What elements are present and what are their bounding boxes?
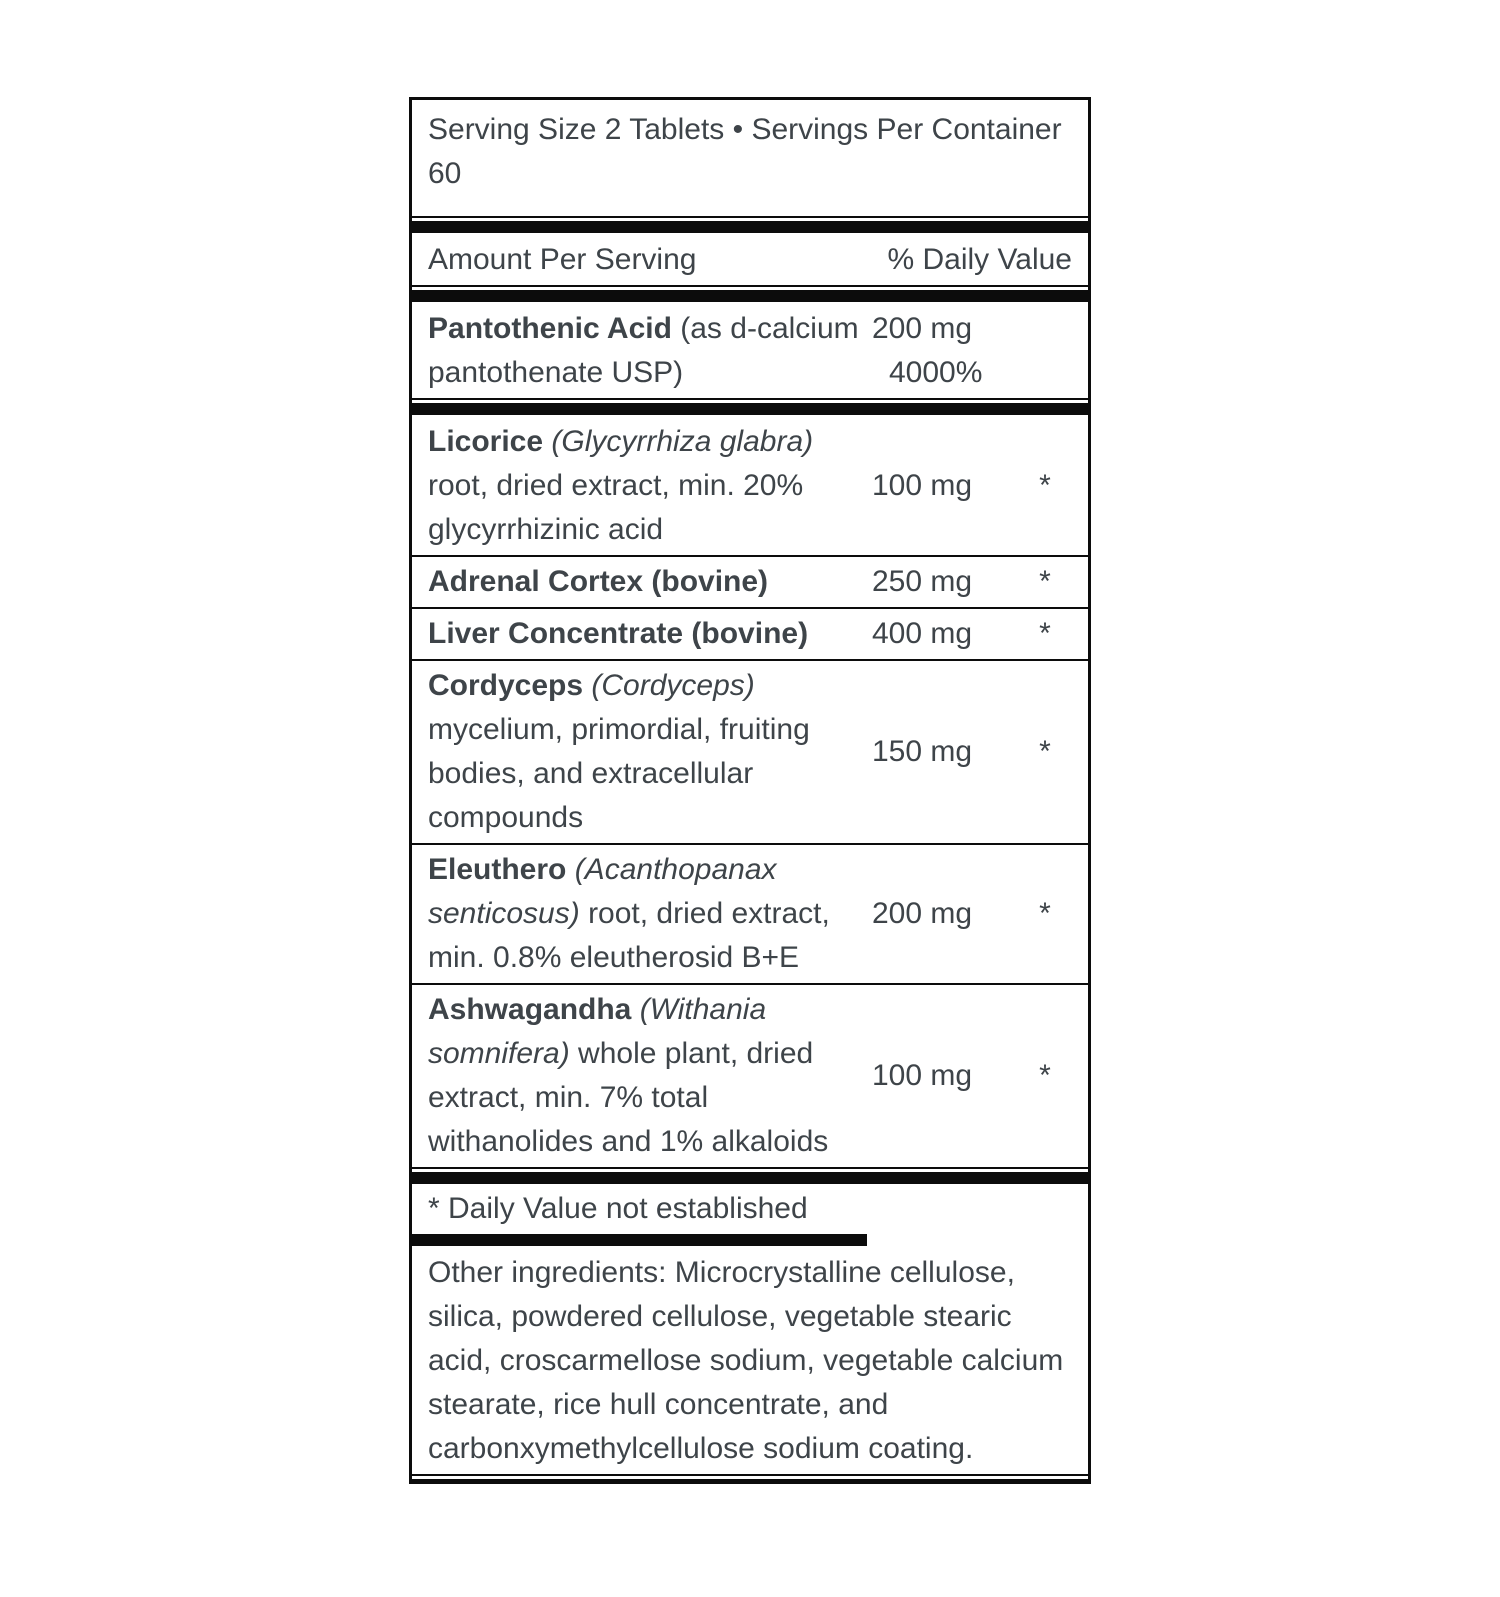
supplement-facts-label bbox=[409, 97, 1091, 1484]
divider-bar-top bbox=[412, 221, 1088, 233]
ingredient-amount: 100 mg bbox=[872, 1059, 973, 1092]
column-header-amount: Amount Per Serving bbox=[428, 243, 697, 276]
ingredient-name: Adrenal Cortex (bovine) bbox=[428, 565, 769, 598]
column-header-daily-value: % Daily Value bbox=[887, 243, 1072, 276]
ingredient-dv: * bbox=[1039, 735, 1051, 768]
ingredient-amount: 250 mg bbox=[872, 565, 973, 598]
ingredient-row-liver-concentrate bbox=[412, 609, 1088, 661]
ingredient-amount: 400 mg bbox=[872, 617, 973, 650]
ingredient-row-cordyceps bbox=[412, 661, 1088, 845]
ingredient-name: Ashwagandha (Withania somnifera) whole plant, dried extract, min. 7% total withanolides and 1% alkaloids bbox=[428, 993, 829, 1158]
ingredient-name: Eleuthero (Acanthopanax senticosus) root, dried extract, min. 0.8% eleutherosid B+E bbox=[428, 853, 830, 974]
ingredient-row-licorice bbox=[412, 417, 1088, 557]
serving-info: Serving Size 2 Tablets • Servings Per Container 60 bbox=[412, 100, 1088, 218]
footnote-divider-bar bbox=[412, 1234, 867, 1246]
ingredient-row-eleuthero bbox=[412, 845, 1088, 985]
divider-bar-header bbox=[412, 290, 1088, 302]
ingredient-amount: 150 mg bbox=[872, 735, 973, 768]
divider-bar-footnote bbox=[412, 1172, 1088, 1184]
ingredient-dv: * bbox=[1039, 1059, 1051, 1092]
ingredient-dv: * bbox=[1039, 617, 1051, 650]
ingredient-row-adrenal-cortex bbox=[412, 557, 1088, 609]
ingredient-name: Licorice (Glycyrrhiza glabra) root, dried extract, min. 20% glycyrrhizinic acid bbox=[428, 425, 814, 546]
ingredient-dv: * bbox=[1039, 565, 1051, 598]
ingredient-amount: 200 mg bbox=[872, 897, 973, 930]
ingredient-dv: * bbox=[1039, 897, 1051, 930]
ingredient-name: Cordyceps (Cordyceps) mycelium, primordial, fruiting bodies, and extracellular compounds bbox=[428, 669, 810, 834]
divider-bar-section bbox=[412, 403, 1088, 415]
other-ingredients: Other ingredients: Microcrystalline cellulose, silica, powdered cellulose, vegetable stearic acid, croscarmellose sodium, vegetable calcium stearate, rice hull concentrate, and carbonxymethylcellulose sodium coating. bbox=[412, 1248, 1088, 1476]
table-header-row bbox=[412, 235, 1088, 287]
ingredient-row-pantothenic-acid bbox=[412, 304, 1088, 400]
ingredient-amount: 200 mg 4000% bbox=[872, 307, 1002, 395]
ingredient-daily-value-percent: 4000% bbox=[889, 356, 983, 389]
ingredient-dv: * bbox=[1039, 469, 1051, 502]
ingredient-name: Liver Concentrate (bovine) bbox=[428, 617, 809, 650]
ingredient-name: Pantothenic Acid (as d-calcium pantothenate USP) bbox=[428, 312, 859, 389]
ingredient-row-ashwagandha bbox=[412, 985, 1088, 1169]
daily-value-footnote: * Daily Value not established bbox=[428, 1192, 808, 1225]
ingredient-amount: 100 mg bbox=[872, 469, 973, 502]
